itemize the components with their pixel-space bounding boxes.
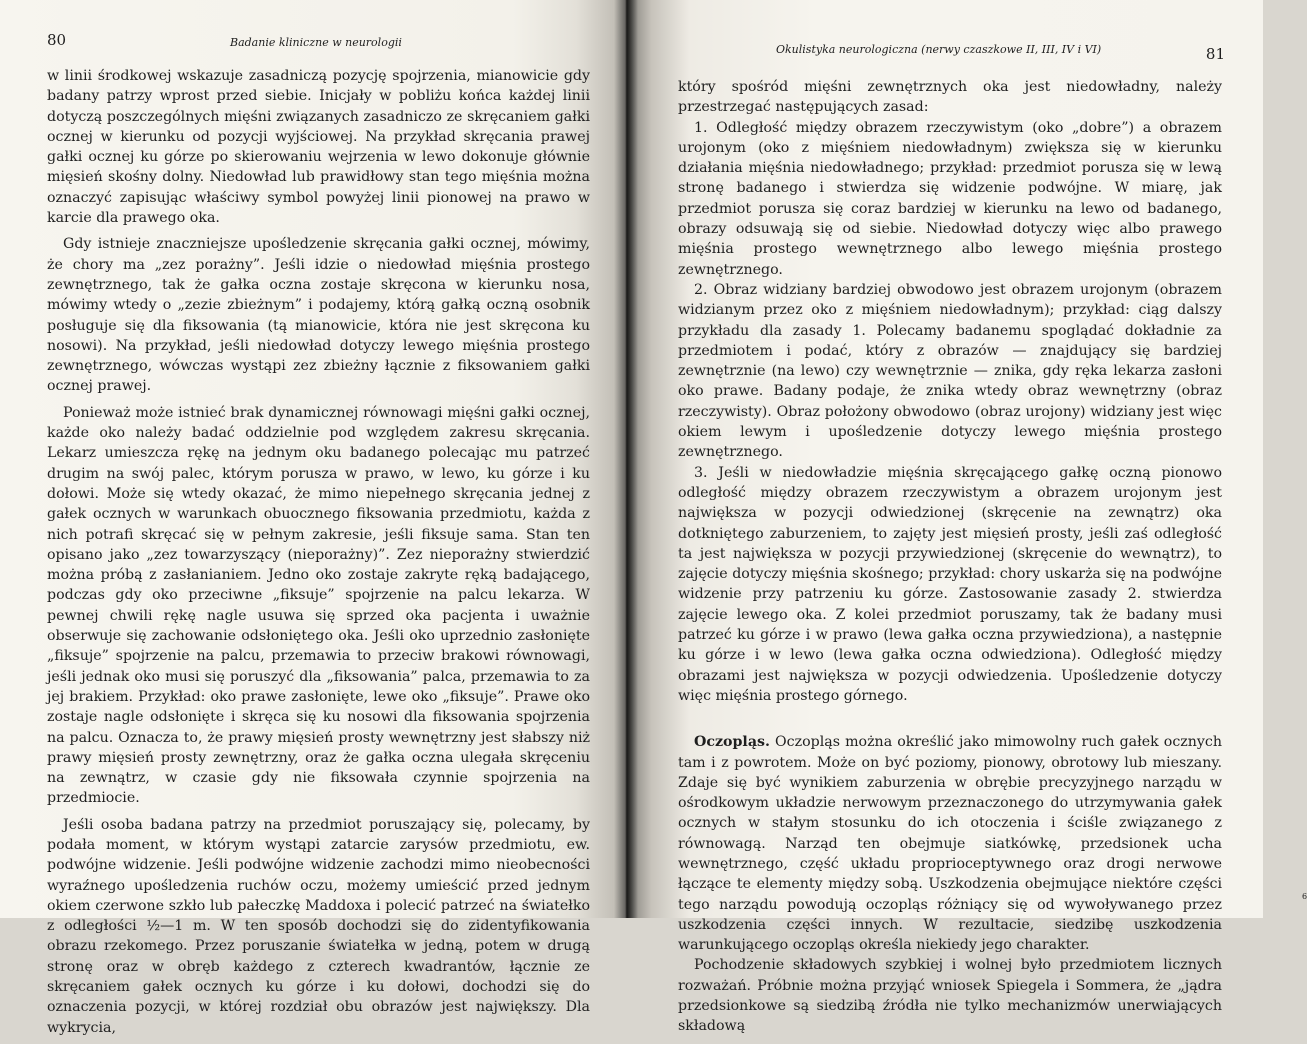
page-body [678,77,1222,1037]
paragraph: Gdy istnieje znaczniejsze upośledzenie skręcania gałki ocznej, mówimy, że chory ma „zez porażny”. Jeśli idzie o niedowład mięśnia prostego zewnętrznego, tak że gałka oczna zostaje skręcona w kierunku nosa, mówimy wtedy o „zezie zbieżnym” i podajemy, którą gałką oczną osobnik posługuje się dla fiksowania (tą mianowicie, która nie jest skręcona ku nosowi). Na przykład, jeśli niedowład dotyczy lewego mięśnia prostego zewnętrznego, wówczas wystąpi zez zbieżny łącznie z fiksowaniem gałki ocznej prawej. [47,236,590,395]
paragraph: 1. Odległość między obrazem rzeczywistym (oko „dobre”) a obrazem urojonym (oko z mięśniem niedowładnym) zwiększa się w kierunku działania mięśnia niedowładnego; przykład: przedmiot porusza się w lewą stronę badanego i stwierdza się widzenie podwójne. W miarę, jak przedmiot porusza się coraz bardziej w kierunku na lewo od badanego, obrazy odsuwają się od siebie. Niedowład dotyczy więc albo prawego mięśnia prostego wewnętrznego albo lewego mięśnia prostego zewnętrznego. [678,119,1222,278]
paragraph: 3. Jeśli w niedowładzie mięśnia skręcającego gałkę oczną pionowo odległość między obrazem rzeczywistym a obrazem urojonym jest największa w pozycji odwiedzionej (skręcenie na zewnątrz) oka dotkniętego zaburzeniem, to zajęty jest mięsień prosty, jeśli zaś odległość ta jest największa w pozycji przywiedzionej (skręcenie do wewnątrz), to zajęcie dotyczy mięśnia skośnego; przykład: chory uskarża się na podwójne widzenie przy patrzeniu ku górze. Zastosowanie zasady 2. stwierdza zajęcie lewego oka. Z kolei przedmiot poruszamy, tak że badany musi patrzeć ku górze i w prawo (lewa gałka oczna przywiedziona), a następnie ku górze i w lewo (lewa gałka oczna odwiedziona). Odległość między obrazami jest największa w pozycji odwiedzenia. Upośledzenie dotyczy więc mięśnia prostego górnego. [678,464,1222,704]
paragraph: w linii środkowej wskazuje zasadniczą pozycję spojrzenia, mianowicie gdy badany patrzy wprost przed siebie. Inicjały w pobliżu końca każdej linii dotyczą poszczególnych mięśni związanych zasadniczo ze skręcaniem gałki ocznej w kierunku od pozycji wyjściowej. Na przykład skręcania prawej gałki ocznej ku górze po skierowaniu wejrzenia w lewo dokonuje głównie mięsień skośny dolny. Niedowład lub prawidłowy stan tego mięśnia można oznaczyć zapisując właściwy symbol powyżej linii pionowej na prawo w karcie dla prawego oka. [47,68,590,227]
book-gutter [614,0,638,918]
paragraph: Ponieważ może istnieć brak dynamicznej równowagi mięśni gałki ocznej, każde oko należy badać oddzielnie pod względem zakresu skręcania. Lekarz umieszcza rękę na jednym oku badanego polecając mu patrzeć drugim na swój palec, którym porusza w prawo, w lewo, ku górze i ku dołowi. Może się wtedy okazać, że mimo niepełnego skręcania jednej z gałek ocznych w warunkach obuocznego fiksowania przedmiotu, każda z nich potrafi skręcać się w pełnym zakresie, jeśli fiksuje sama. Stan ten opisano jako „zez towarzyszący (nieporażny)”. Zez nieporażny stwierdzić można próbą z zasłanianiem. Jedno oko zostaje zakryte ręką badającego, podczas gdy oko przeciwne „fiksuje” spojrzenie na palcu lekarza. W pewnej chwili rękę nagle usuwa się sprzed oka pacjenta i uważnie obserwuje się zachowanie odsłoniętego oka. Jeśli oko uprzednio zasłonięte „fiksuje” spojrzenie na palcu, przemawia to przeciw brakowi równowagi, jeśli jednak oko musi się poruszyć dla „fiksowania” palca, przemawia to za jej brakiem. Przykład: oko prawe zasłonięte, lewe oko „fiksuje”. Prawe oko zostaje nagle odsłonięte i skręca się ku nosowi dla fiksowania spojrzenia na palcu. Oznacza to, że prawy mięsień prosty wewnętrzny jest słabszy niż prawy mięsień prosty zewnętrzny, oraz że gałka oczna ulegała skręceniu na zewnątrz, w czasie gdy nie fiksowała czynnie spojrzenia na przedmiocie. [47,404,590,807]
page-body [47,66,590,1044]
section-gap [678,706,1222,732]
paragraph: który spośród mięśni zewnętrznych oka jest niedowładny, należy przestrzegać następujących zasad: [678,79,1222,116]
paragraph: Pochodzenie składowych szybkiej i wolnej było przedmiotem licznych rozważań. Próbnie można przyjąć wniosek Spiegela i Sommera, że „jądra przedsionkowe są siedzibą źródła nie tylko mechanizmów unerwiających składową [678,957,1222,1035]
section-heading: Oczopląs. [694,734,770,751]
sheet-mark: 6 [1302,892,1307,901]
page-number: 81 [1205,45,1225,63]
section-text: Oczopląs można określić jako mimowolny ruch gałek ocznych tam i z powrotem. Może on być poziomy, pionowy, obrotowy lub mieszany. Zdaje się być wynikiem zaburzenia w obrębie precyzyjnego narządu w ośrodkowym układzie nerwowym przeznaczonego do utrzymywania gałek ocznych w stałym stosunku do ich otoczenia i ściśle związanego z równowagą. Narząd ten obejmuje siatkówkę, przedsionek ucha wewnętrznego, część układu proprioceptywnego oraz drogi nerwowe łączące te elementy między sobą. Uszkodzenia obejmujące niektóre części tego narządu powodują oczopląs różniący się od wywoływanego przez uszkodzenia części innych. W rezultacie, siedzibę uszkodzenia warunkującego oczopląs określa niekiedy jego charakter. [678,734,1222,954]
running-head: Badanie kliniczne w neurologii [230,36,402,49]
page-number: 80 [47,31,67,49]
left-page [0,0,626,1036]
paragraph: 2. Obraz widziany bardziej obwodowo jest obrazem urojonym (obrazem widzianym przez oko z mięśniem niedowładnym); przykład: ciąg dalszy przykładu dla zasady 1. Polecamy badanemu spoglądać dokładnie za przedmiotem i podać, który z obrazów — znajdujący się bardziej zewnętrznie (na lewo) czy wewnętrznie — znika, gdy ręka lekarza zasłoni oko prawe. Badany podaje, że znika wtedy obraz wewnętrzny (obraz rzeczywisty). Obraz położony obwodowo (obraz urojony) widziany jest więc okiem lewym i upośledzenie dotyczy lewego mięśnia prostego zewnętrznego. [678,281,1222,461]
running-head: Okulistyka neurologiczna (nerwy czaszkowe II, III, IV i VI) [776,43,1102,56]
paragraph: Jeśli osoba badana patrzy na przedmiot poruszający się, polecamy, by podała moment, w którym wystąpi zatarcie zarysów przedmiotu, ew. podwójne widzenie. Jeśli podwójne widzenie zachodzi mimo nieobecności wyraźnego upośledzenia ruchów oczu, możemy umieścić przed jednym okiem czerwone szkło lub pałeczkę Maddoxa i polecić patrzeć na światełko z odległości ½—1 m. W ten sposób dochodzi się do zidentyfikowania obrazu rzekomego. Przez poruszanie światełka w jedną, potem w drugą stronę oraz w obręb każdego z czterech kwadrantów, łącznie ze skręcaniem gałek ocznych ku górze i ku dołowi, dochodzi się do oznaczenia pozycji, w której rozdział obu obrazów jest największy. Dla wykrycia, [47,816,590,1036]
right-page [626,0,1307,1035]
section-paragraph [678,732,1222,955]
